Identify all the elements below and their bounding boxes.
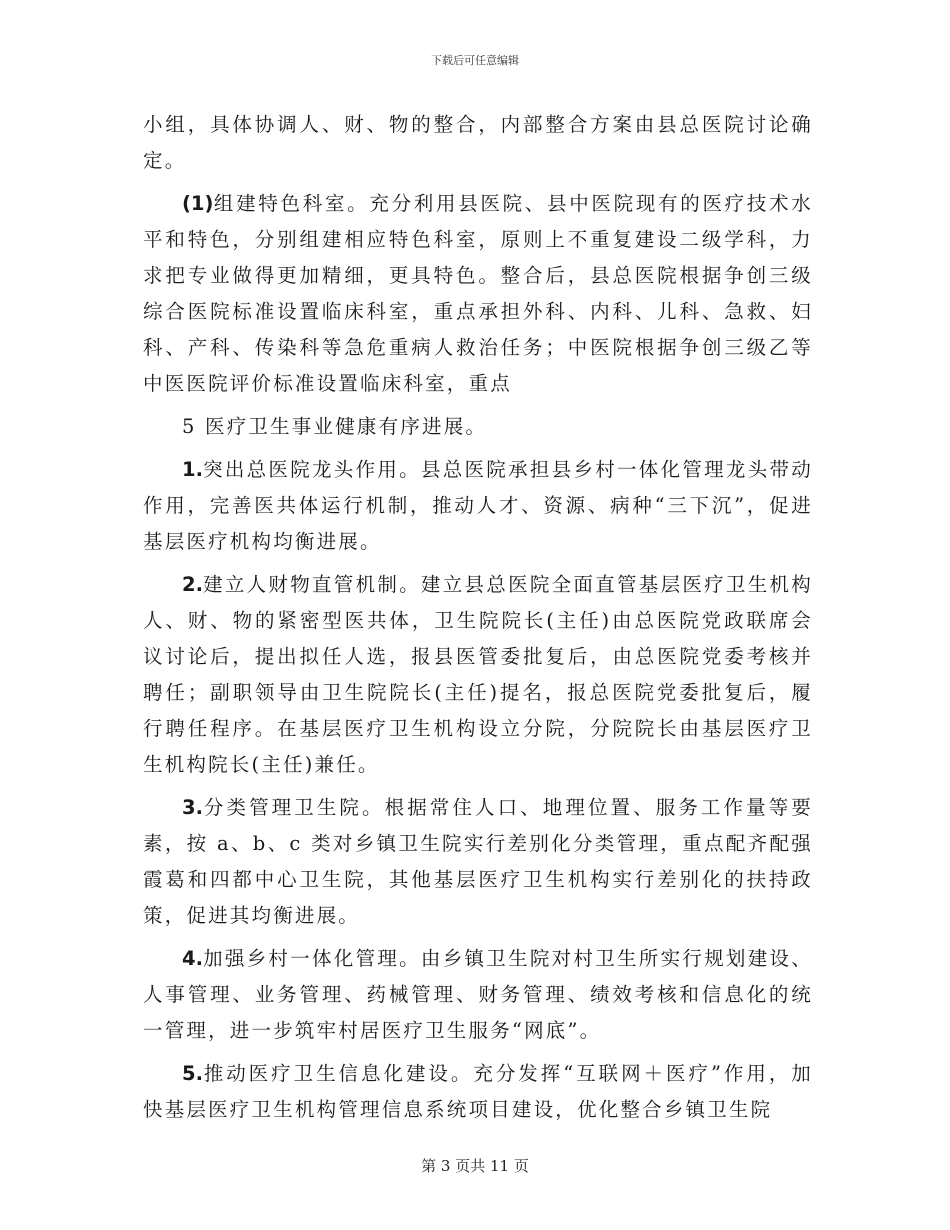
paragraph-text: 建立人财物直管机制。建立县总医院全面直管基层医疗卫生机构人、财、物的紧密型医共体，卫生院院长(主任)由总医院党政联席会议讨论后，提出拟任人选，报县医管委批复后，由总医院党委考核并聘任；副职领导由卫生院院长(主任)提名，报总医院党委批复后，履行聘任程序。在基层医疗卫生机构设立分院，分院院长由基层医疗卫生机构院长(主任)兼任。 [143, 573, 813, 776]
paragraph-lead: 1. [182, 458, 203, 481]
paragraph-text: 5 医疗卫生事业健康有序进展。 [182, 415, 488, 438]
paragraph-lead: 3. [182, 796, 203, 819]
paragraph-lead: 4. [182, 947, 203, 970]
paragraph-text: 分类管理卫生院。根据常住人口、地理位置、服务工作量等要素，按 a、b、c 类对乡镇卫生院实行差别化分类管理，重点配齐配强霞葛和四都中心卫生院，其他基层医疗卫生机构实行差别化的扶持政策，促进其均衡进展。 [143, 796, 813, 927]
paragraph-point-3 [143, 790, 813, 934]
paragraph-text: 加强乡村一体化管理。由乡镇卫生院对村卫生所实行规划建设、人事管理、业务管理、药械管理、财务管理、绩效考核和信息化的统一管理，进一步筑牢村居医疗卫生服务“网底”。 [143, 947, 813, 1042]
paragraph-section-5 [143, 409, 813, 445]
paragraph-point-5 [143, 1056, 813, 1128]
paragraph-item-1-special-departments [143, 186, 813, 402]
page-footer: 第 3 页共 11 页 [421, 1157, 529, 1175]
paragraph-text: 小组，具体协调人、财、物的整合，内部整合方案由县总医院讨论确定。 [143, 113, 813, 172]
paragraph-point-4 [143, 941, 813, 1049]
paragraph-lead: 5. [182, 1062, 203, 1085]
paragraph-point-1 [143, 452, 813, 560]
document-body [143, 107, 813, 1135]
paragraph-lead: (1) [182, 192, 214, 215]
page-header: 下载后可任意编辑 [431, 54, 519, 67]
paragraph-text: 推动医疗卫生信息化建设。充分发挥“互联网＋医疗”作用，加快基层医疗卫生机构管理信息系统项目建设，优化整合乡镇卫生院 [143, 1062, 813, 1121]
paragraph-point-2 [143, 567, 813, 783]
paragraph-lead: 2. [182, 573, 203, 596]
paragraph-text: 组建特色科室。充分利用县医院、县中医院现有的医疗技术水平和特色，分别组建相应特色科室，原则上不重复建设二级学科，力求把专业做得更加精细，更具特色。整合后，县总医院根据争创三级综合医院标准设置临床科室，重点承担外科、内科、儿科、急救、妇科、产科、传染科等急危重病人救治任务；中医院根据争创三级乙等中医医院评价标准设置临床科室，重点 [143, 192, 813, 395]
paragraph-intro [143, 107, 813, 179]
paragraph-text: 突出总医院龙头作用。县总医院承担县乡村一体化管理龙头带动作用，完善医共体运行机制，推动人才、资源、病种“三下沉”，促进基层医疗机构均衡进展。 [143, 458, 813, 553]
